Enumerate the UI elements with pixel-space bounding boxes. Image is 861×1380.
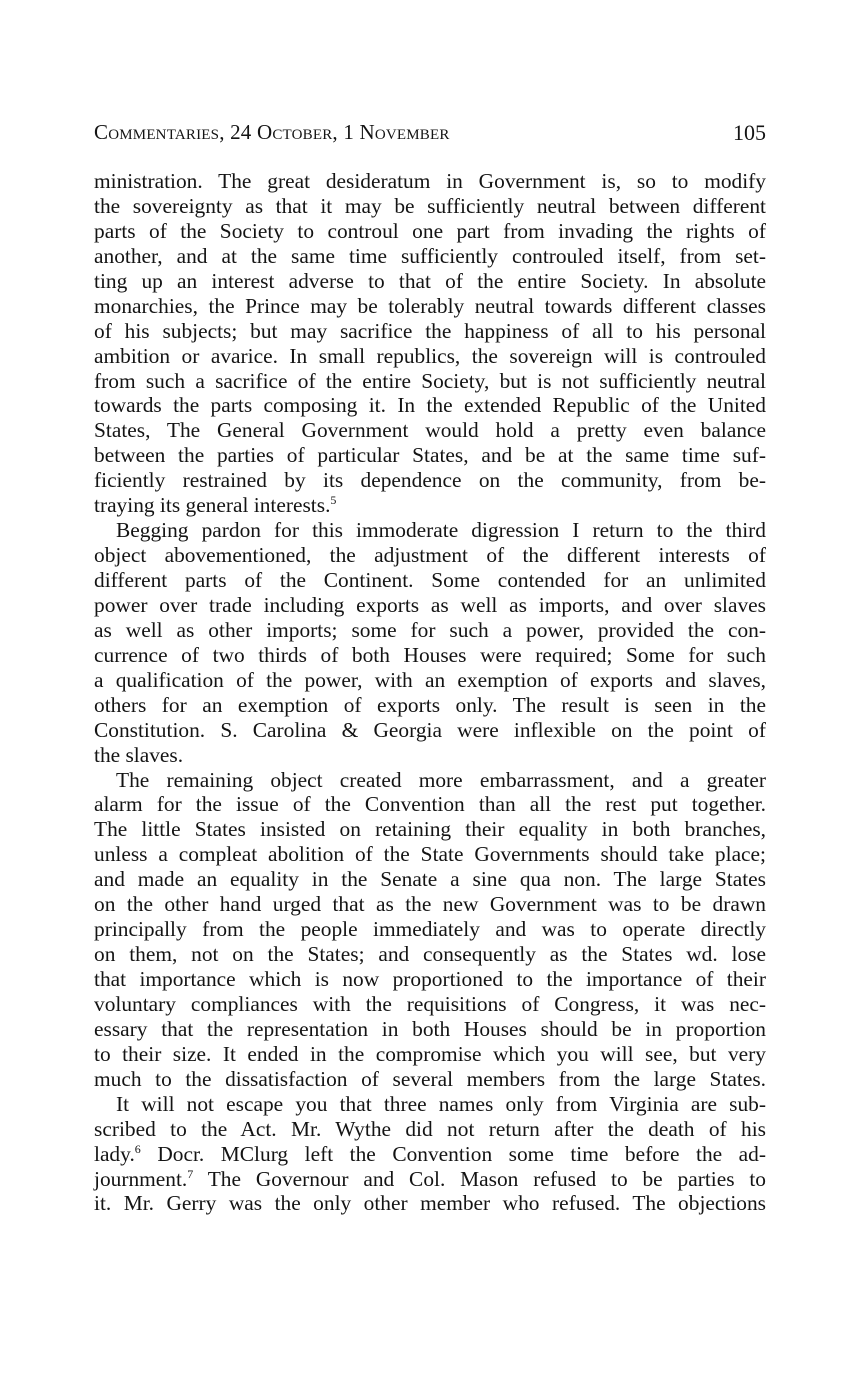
- text-line: the sovereignty as that it may be sufficiently neutral between different: [94, 193, 766, 218]
- text-line: different parts of the Continent. Some contended for an unlimited: [94, 568, 766, 592]
- text-line: ting up an interest adverse to that of the entire Society. In absolute: [94, 268, 766, 293]
- text-line: it. Mr. Gerry was the only other member who refused. The objections: [94, 1191, 766, 1216]
- text-line: ficiently restrained by its dependence on the community, from be-: [94, 468, 766, 493]
- text-line: on them, not on the States; and consequently as the States wd. lose: [94, 942, 766, 967]
- line-text: Docr. MClurg left the Convention some time before the ad-: [140, 1141, 766, 1166]
- text-line: to their size. It ended in the compromise which you will see, but very: [94, 1041, 766, 1066]
- text-line: Constitution. S. Carolina & Georgia were inflexible on the point of: [94, 717, 766, 742]
- page-header: [94, 120, 766, 148]
- text-line: The remaining object created more embarrassment, and a greater: [116, 767, 766, 792]
- text-line: alarm for the issue of the Convention than all the rest put together.: [94, 792, 766, 817]
- text-line: Begging pardon for this immoderate digression I return to the third: [116, 518, 766, 543]
- text-line: unless a compleat abolition of the State Governments should take place;: [94, 842, 766, 867]
- text-line: that importance which is now proportioned to the importance of their: [94, 967, 766, 991]
- text-line: another, and at the same time sufficiently controuled itself, from set-: [94, 243, 766, 268]
- text-line: [94, 1167, 766, 1192]
- body-text: [94, 169, 766, 1216]
- text-line: essary that the representation in both Houses should be in proportion: [94, 1016, 766, 1041]
- text-line: ambition or avarice. In small republics, the sovereign will is controuled: [94, 343, 766, 368]
- line-text: traying its general interests.: [94, 493, 331, 518]
- text-line: States, The General Government would hold a pretty even balance: [94, 418, 766, 443]
- text-line: ministration. The great desideratum in Government is, so to modify: [94, 169, 766, 193]
- text-line: the slaves.: [94, 742, 184, 767]
- text-line: [94, 493, 766, 518]
- text-line: as well as other imports; some for such a power, provided the con-: [94, 617, 766, 642]
- text-line: on the other hand urged that as the new Government was to be drawn: [94, 892, 766, 917]
- text-line: monarchies, the Prince may be tolerably neutral towards different classes: [94, 293, 766, 318]
- text-line: scribed to the Act. Mr. Wythe did not return after the death of his: [94, 1116, 766, 1141]
- text-line: principally from the people immediately and was to operate directly: [94, 917, 766, 942]
- line-text: journment.: [94, 1166, 188, 1191]
- text-line: much to the dissatisfaction of several members from the large States.: [94, 1066, 766, 1091]
- text-line: from such a sacrifice of the entire Society, but is not sufficiently neutral: [94, 368, 766, 393]
- page-number: 105: [733, 120, 766, 145]
- text-line: towards the parts composing it. In the extended Republic of the United: [94, 393, 766, 418]
- text-line: voluntary compliances with the requisitions of Congress, it was nec-: [94, 991, 766, 1016]
- running-head: Commentaries, 24 October, 1 November: [94, 120, 450, 144]
- text-line: power over trade including exports as well as imports, and over slaves: [94, 592, 766, 617]
- footnote-ref-7[interactable]: 7: [187, 1166, 194, 1181]
- text-line: between the parties of particular States, and be at the same time suf-: [94, 443, 766, 468]
- line-text: lady.: [94, 1141, 135, 1166]
- text-line: others for an exemption of exports only. The result is seen in the: [94, 692, 766, 717]
- text-line: and made an equality in the Senate a sine qua non. The large States: [94, 867, 766, 892]
- text-line: [94, 1142, 766, 1167]
- text-line: a qualification of the power, with an exemption of exports and slaves,: [94, 667, 766, 692]
- text-line: It will not escape you that three names only from Virginia are sub-: [116, 1091, 766, 1116]
- footnote-ref-6[interactable]: 6: [134, 1141, 141, 1156]
- footnote-ref-5[interactable]: 5: [330, 493, 337, 508]
- text-line: currence of two thirds of both Houses were required; Some for such: [94, 642, 766, 667]
- text-line: of his subjects; but may sacrifice the happiness of all to his personal: [94, 318, 766, 343]
- text-line: object abovementioned, the adjustment of the different interests of: [94, 543, 766, 568]
- text-line: The little States insisted on retaining their equality in both branches,: [94, 817, 766, 842]
- text-line: parts of the Society to controul one part from invading the rights of: [94, 218, 766, 243]
- line-text: The Governour and Col. Mason refused to be parties to: [193, 1166, 766, 1191]
